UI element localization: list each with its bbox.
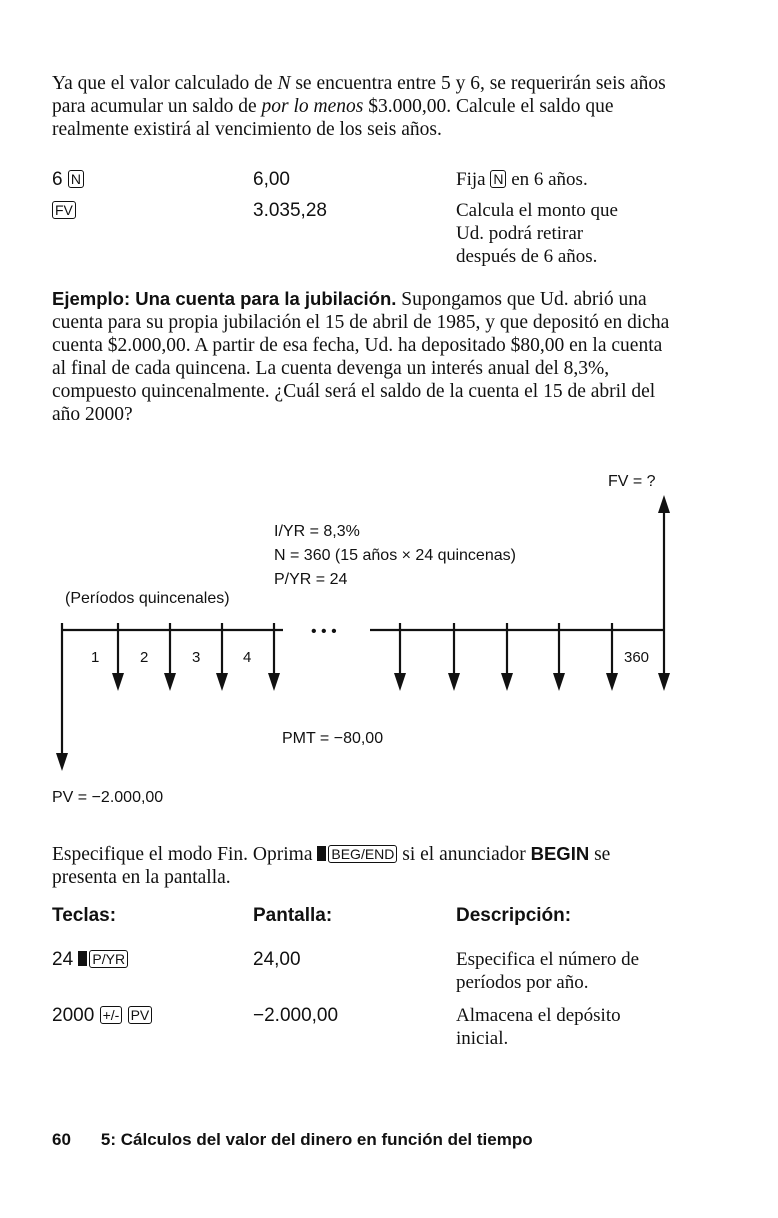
cash-flow-diagram [0,465,778,805]
page-footer [52,1130,533,1150]
change-sign-key: +/- [100,1006,123,1024]
pmt-label: PMT = −80,00 [282,730,384,747]
n-key: N [68,170,84,188]
fv-arrowhead [658,495,670,513]
fv-key: FV [52,201,76,219]
step-2-description: Calcula el monto que Ud. podrá retirar después de 6 años. [456,200,618,267]
description-header: Descripción: [456,905,572,926]
table-row-description: Especifica el número de períodos por año. [456,949,640,993]
shift-key-icon [317,846,326,861]
periods-label: (Períodos quincenales) [65,590,230,607]
pyr-key: P/YR [89,950,128,968]
pv-arrowhead [56,753,68,771]
n-label: N = 360 (15 años × 24 quincenas) [274,547,516,564]
period-number: 2 [140,649,149,666]
pv-key: PV [128,1006,153,1024]
pv-label: PV = −2.000,00 [52,789,164,805]
chapter-title: 5: Cálculos del valor del dinero en función del tiempo [100,1130,533,1149]
step-1-display: 6,00 [253,169,290,190]
page-number: 60 [52,1130,71,1149]
fv-label: FV = ? [608,473,656,490]
period-number: 1 [91,649,100,666]
intro-paragraph: Ya que el valor calculado de N se encuentra entre 5 y 6, se requerirán seis años para acumular un saldo de por lo menos $3.000,00. Calcule el saldo que realmente existirá al vencimiento de los seis años. [52,73,666,140]
emphasis-text: por lo menos [261,96,364,117]
table-row-display: 24,00 [253,949,301,970]
table-row-keys: 2000 +/- PV [52,1004,152,1027]
example-paragraph: Ejemplo: Una cuenta para la jubilación. Supongamos que Ud. abrió una cuenta para su propia jubilación el 15 de abril de 1985, y que depositó en dicha cuenta $2.000,00. A partir de esa fecha, Ud. ha depositado $80,00 en la cuenta al final de cada quincena. La cuenta devenga un interés anual del 8,3%, compuesto quincenalmente. ¿Cuál será el saldo de la cuenta el 15 de abril del año 2000? [52,288,670,425]
period-number: 3 [192,649,201,666]
n-variable: N [277,73,291,94]
table-row-keys: 24 P/YR [52,948,128,971]
step-2-keys [52,199,76,222]
period-number: 4 [243,649,252,666]
beg-end-key: BEG/END [328,845,397,863]
keys-header: Teclas: [52,905,117,926]
begin-annunciator: BEGIN [530,843,590,864]
step-1-description: Fija N en 6 años. [456,169,588,190]
last-period-number: 360 [624,649,650,666]
mode-paragraph: Especifique el modo Fin. Oprima BEG/END si el anunciador BEGIN se presenta en la pantalla. [52,843,611,888]
table-row-description: Almacena el depósito inicial. [456,1005,621,1049]
table-row-display: −2.000,00 [253,1005,339,1026]
iyr-label: I/YR = 8,3% [274,523,360,540]
n-key: N [490,170,506,188]
shift-key-icon [78,951,87,966]
display-header: Pantalla: [253,905,333,926]
step-1-keys: 6 N [52,168,84,191]
example-heading: Ejemplo: Una cuenta para la jubilación. [52,288,397,309]
pyr-label: P/YR = 24 [274,571,348,588]
step-2-display: 3.035,28 [253,200,327,221]
ellipsis: • • • [311,623,337,640]
